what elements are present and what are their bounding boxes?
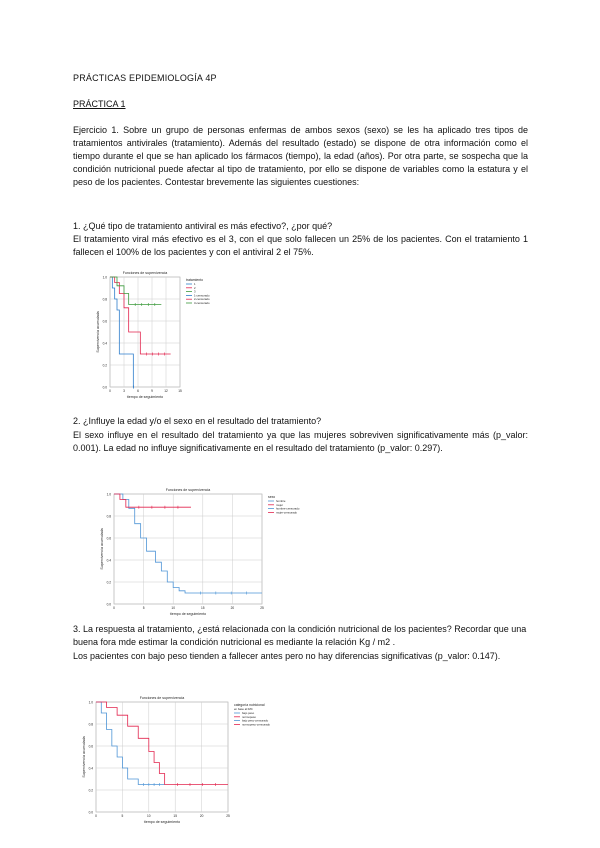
tick-label-y: 0.4: [102, 341, 107, 346]
tick-label-y: 0.6: [88, 744, 93, 749]
legend-title: sexo: [268, 495, 276, 499]
answer-1: El tratamiento viral más efectivo es el 3, con el que solo fallecen un 25% de los pacientes. Con el tratamiento 1 fallecen el 100% de los pacientes y con el antiviral 2 el 75%.: [73, 234, 528, 257]
section-title: PRÁCTICA 1: [73, 99, 126, 109]
answer-2: El sexo influye en el resultado del tratamiento ya que las mujeres sobreviven significativamente más (p_valor: 0.001). La edad no influye significativamente en el resultado del tratamiento (p_valor: 0.297).: [73, 430, 528, 453]
tick-label-x: 10: [171, 606, 175, 610]
tick-label-x: 15: [173, 814, 177, 818]
x-axis-label: tiempo de seguimiento: [126, 395, 164, 399]
legend-entry: normopeso: [242, 714, 256, 719]
tick-label-x: 25: [226, 814, 230, 818]
tick-label-y: 0.6: [102, 319, 107, 324]
tick-label-x: 15: [201, 606, 205, 610]
tick-label-y: 0.6: [106, 536, 111, 541]
plot-frame: [114, 494, 262, 604]
tick-label-y: 1.0: [102, 275, 107, 280]
tick-label-x: 20: [199, 814, 204, 818]
question-1: 1. ¿Qué tipo de tratamiento antiviral es más efectivo?, ¿por qué?: [73, 221, 333, 231]
tick-label-x: 5: [121, 814, 124, 818]
chart-treatment-svg: [88, 265, 346, 400]
question-2: 2. ¿Influye la edad y/o el sexo en el resultado del tratamiento?: [73, 416, 322, 426]
legend-entry: bajo peso: [242, 711, 255, 715]
tick-label-x: 6: [137, 389, 139, 393]
legend-entry: 2-censurado: [194, 297, 210, 302]
tick-label-x: 9: [151, 389, 153, 393]
tick-label-y: 1.0: [88, 700, 93, 705]
legend-entry: bajo peso-censurado: [242, 718, 269, 723]
y-axis-label: Supervivencia acumulada: [96, 311, 100, 353]
chart-title: Funciones de supervivencia: [165, 488, 211, 492]
tick-label-x: 0: [113, 606, 115, 610]
chart-sex-svg: [92, 482, 310, 617]
legend-title: tratamiento: [186, 278, 203, 282]
tick-label-y: 0.2: [106, 580, 111, 585]
legend-entry: hombre-censurado: [276, 506, 300, 511]
tick-label-x: 0: [109, 389, 111, 393]
tick-label-x: 0: [95, 814, 97, 818]
legend-entry: 1-censurado: [194, 293, 210, 298]
tick-label-y: 0.0: [106, 602, 111, 607]
legend-subtitle: en base al IMC: [234, 707, 253, 711]
tick-label-x: 25: [260, 606, 264, 610]
y-axis-label: Supervivencia acumulada: [82, 736, 86, 778]
tick-label-y: 0.8: [106, 514, 111, 519]
tick-label-y: 0.0: [102, 385, 107, 390]
legend-entry: 3-censurado: [194, 301, 210, 305]
tick-label-y: 0.8: [102, 297, 107, 302]
legend-entry: hombre: [276, 499, 286, 503]
tick-label-x: 10: [147, 814, 151, 818]
legend-entry: normopeso-censurado: [242, 722, 270, 727]
answer-3: Los pacientes con bajo peso tienden a fallecer antes pero no hay diferencias significativas (p_valor: 0.147).: [73, 651, 501, 661]
tick-label-y: 0.2: [102, 363, 107, 368]
tick-label-y: 0.4: [88, 766, 93, 771]
legend-entry: 1: [194, 282, 196, 286]
tick-label-x: 5: [142, 606, 145, 610]
tick-label-y: 0.2: [88, 788, 93, 793]
x-axis-label: tiempo de seguimiento: [143, 820, 181, 824]
tick-label-x: 15: [178, 389, 182, 393]
legend-title: categoría nutricional: [234, 703, 265, 707]
chart-title: Funciones de supervivencia: [122, 271, 168, 275]
exercise-intro: Ejercicio 1. Sobre un grupo de personas enfermas de ambos sexos (sexo) se les ha aplicado tres tipos de tratamientos antivirales (tratamiento). Además del resultado (estado) se dispone de otra información como el tiempo durante el que se han aplicado los fármacos (tiempo), la edad (años). Por otra parte, se sospecha que la condición nutricional puede afectar al tipo de tratamiento, por ello se dispone de variables como la estatura y el peso de los pacientes. Contestar brevemente las siguientes cuestiones:: [73, 125, 528, 187]
chart-nutrition-svg: [78, 690, 320, 825]
tick-label-y: 0.4: [106, 558, 111, 563]
survival-chart-sex: [92, 482, 310, 617]
x-axis-label: tiempo de seguimiento: [169, 612, 207, 616]
legend-entry: mujer-censurado: [276, 510, 297, 515]
survival-chart-nutrition: [78, 690, 320, 825]
legend-entry: 3: [194, 289, 196, 294]
chart-title: Funciones de supervivencia: [139, 696, 185, 700]
tick-label-x: 3: [123, 389, 125, 393]
y-axis-label: Supervivencia acumulada: [100, 528, 104, 570]
tick-label-y: 1.0: [106, 492, 111, 497]
legend-entry: 2: [194, 285, 196, 290]
tick-label-y: 0.0: [88, 810, 93, 815]
survival-chart-treatment: [88, 265, 346, 400]
plot-frame: [96, 702, 228, 812]
tick-label-x: 20: [230, 606, 235, 610]
tick-label-x: 12: [164, 389, 168, 393]
tick-label-y: 0.8: [88, 722, 93, 727]
question-3: 3. La respuesta al tratamiento, ¿está relacionada con la condición nutricional de los pacientes? Recordar que una buena fora mde estimar la condición nutricional es mediante la relación Kg / m2 .: [73, 624, 527, 647]
legend-entry: mujer: [276, 502, 283, 507]
document-title: PRÁCTICAS EPIDEMIOLOGÍA 4P: [73, 73, 217, 83]
